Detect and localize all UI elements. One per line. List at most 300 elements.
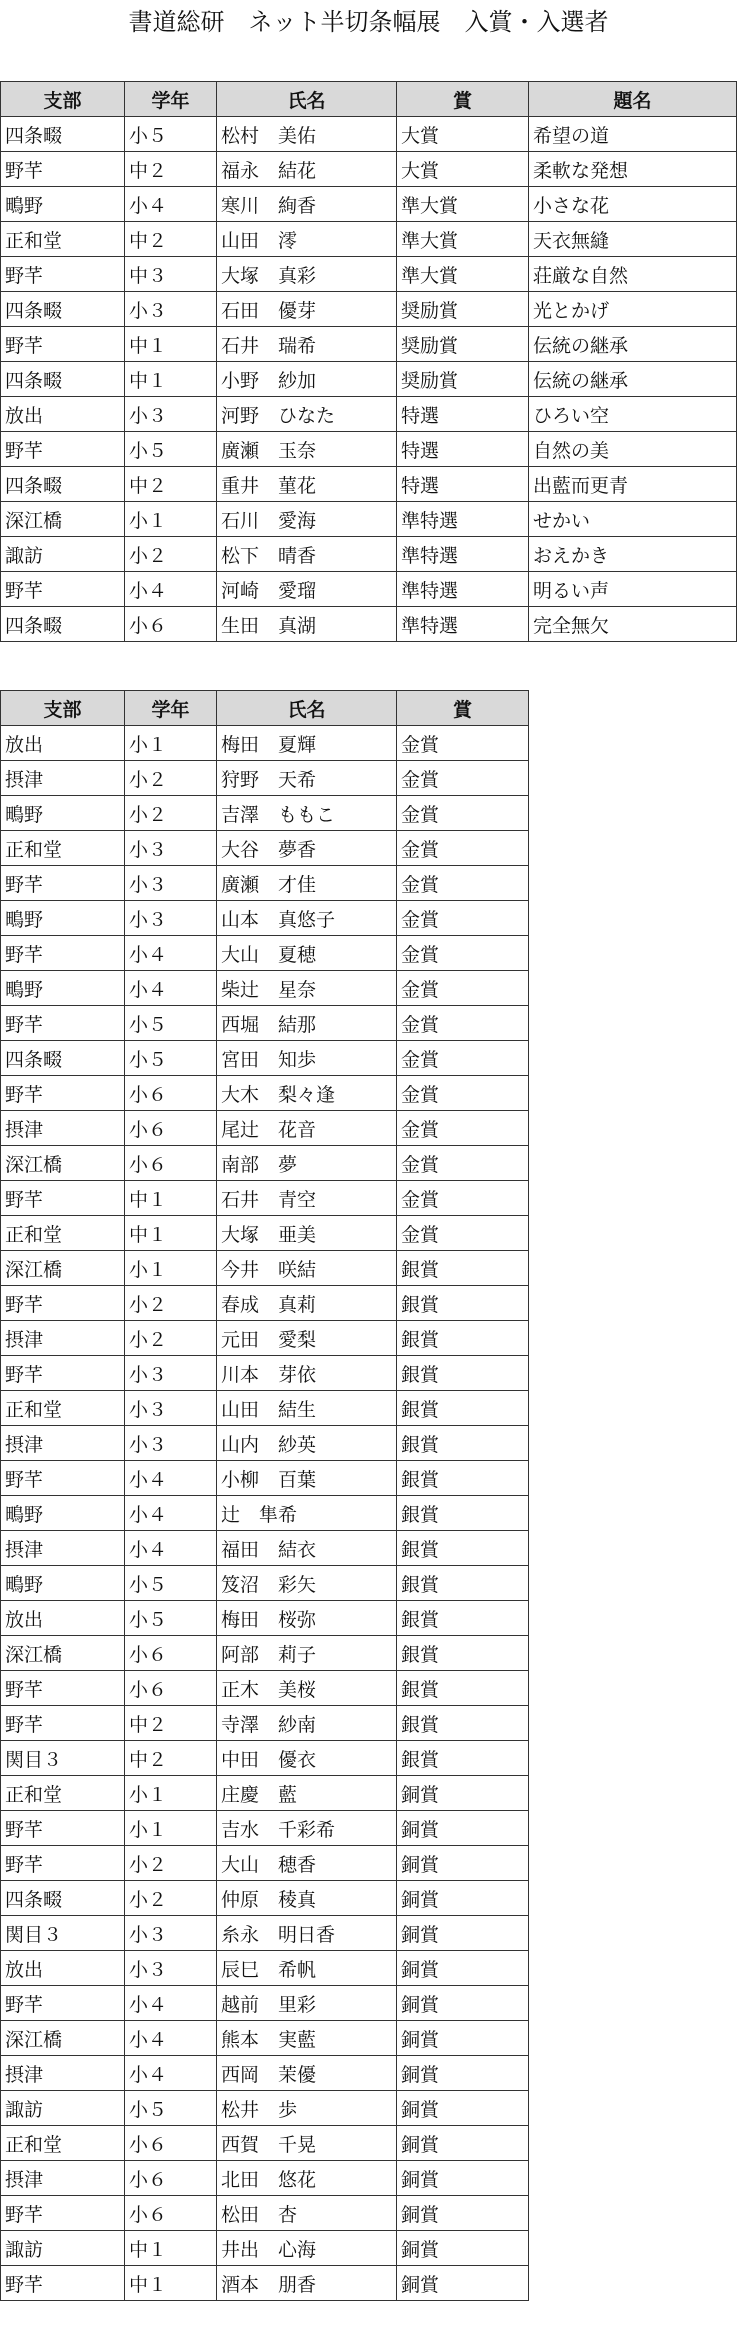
table-row: [1, 2196, 529, 2231]
branch-cell: 野芊: [1, 1671, 125, 1706]
name-cell: 狩野 天希: [217, 761, 397, 796]
name-cell: 阿部 莉子: [217, 1636, 397, 1671]
work-title-cell: 小さな花: [529, 187, 737, 222]
grade-cell: 小４: [125, 187, 217, 222]
branch-cell: 野芊: [1, 1461, 125, 1496]
table-row: [1, 2056, 529, 2091]
table-row: [1, 1496, 529, 1531]
name-cell: 酒本 朋香: [217, 2266, 397, 2301]
branch-cell: 鴫野: [1, 796, 125, 831]
branch-cell: 摂津: [1, 1426, 125, 1461]
grade-cell: 小６: [125, 1146, 217, 1181]
branch-cell: 正和堂: [1, 222, 125, 257]
grade-cell: 小３: [125, 1356, 217, 1391]
name-cell: 松田 杏: [217, 2196, 397, 2231]
table-row: [1, 467, 737, 502]
branch-cell: 関目３: [1, 1741, 125, 1776]
award-cell: 銅賞: [397, 2091, 529, 2126]
grade-cell: 小２: [125, 1286, 217, 1321]
award-cell: 銀賞: [397, 1356, 529, 1391]
table-row: [1, 2266, 529, 2301]
name-cell: 大谷 夢香: [217, 831, 397, 866]
name-cell: 松下 晴香: [217, 537, 397, 572]
branch-cell: 正和堂: [1, 831, 125, 866]
table-body: [1, 726, 529, 2301]
table-row: [1, 222, 737, 257]
name-cell: 山田 結生: [217, 1391, 397, 1426]
name-cell: 庄慶 藍: [217, 1776, 397, 1811]
name-cell: 尾辻 花音: [217, 1111, 397, 1146]
name-cell: 井出 心海: [217, 2231, 397, 2266]
branch-cell: 放出: [1, 1951, 125, 1986]
grade-cell: 中２: [125, 1706, 217, 1741]
name-cell: 小柳 百葉: [217, 1461, 397, 1496]
branch-cell: 野芊: [1, 1811, 125, 1846]
name-cell: 辰巳 希帆: [217, 1951, 397, 1986]
table-row: [1, 152, 737, 187]
table-row: [1, 397, 737, 432]
branch-cell: 野芊: [1, 2196, 125, 2231]
grade-cell: 小４: [125, 1531, 217, 1566]
award-cell: 金賞: [397, 901, 529, 936]
grade-cell: 小１: [125, 1776, 217, 1811]
grade-cell: 小２: [125, 1321, 217, 1356]
award-cell: 金賞: [397, 1146, 529, 1181]
table-row: [1, 1251, 529, 1286]
award-cell: 銀賞: [397, 1636, 529, 1671]
grade-cell: 小２: [125, 796, 217, 831]
name-cell: 辻 隼希: [217, 1496, 397, 1531]
name-cell: 石井 青空: [217, 1181, 397, 1216]
branch-cell: 摂津: [1, 761, 125, 796]
name-cell: 石井 瑞希: [217, 327, 397, 362]
award-cell: 銅賞: [397, 1986, 529, 2021]
award-cell: 銀賞: [397, 1601, 529, 1636]
table-row: [1, 1951, 529, 1986]
branch-cell: 野芊: [1, 1356, 125, 1391]
award-cell: 大賞: [397, 117, 529, 152]
award-cell: 準大賞: [397, 222, 529, 257]
table-row: [1, 2126, 529, 2161]
table-row: [1, 901, 529, 936]
award-cell: 銅賞: [397, 2266, 529, 2301]
award-cell: 金賞: [397, 1006, 529, 1041]
table-row: [1, 1846, 529, 1881]
name-cell: 山田 澪: [217, 222, 397, 257]
grade-header: 学年: [125, 82, 217, 117]
branch-cell: 野芊: [1, 1286, 125, 1321]
award-cell: 銀賞: [397, 1566, 529, 1601]
branch-cell: 野芊: [1, 1846, 125, 1881]
table-row: [1, 187, 737, 222]
branch-cell: 深江橋: [1, 2021, 125, 2056]
grade-cell: 小３: [125, 831, 217, 866]
name-cell: 宮田 知歩: [217, 1041, 397, 1076]
name-cell: 大山 穂香: [217, 1846, 397, 1881]
table-row: [1, 2091, 529, 2126]
name-cell: 越前 里彩: [217, 1986, 397, 2021]
table-row: [1, 1601, 529, 1636]
award-cell: 銀賞: [397, 1706, 529, 1741]
name-cell: 西賀 千晃: [217, 2126, 397, 2161]
grade-cell: 小５: [125, 432, 217, 467]
award-cell: 銀賞: [397, 1531, 529, 1566]
table-row: [1, 726, 529, 761]
table-header-row: [1, 82, 737, 117]
branch-cell: 正和堂: [1, 1216, 125, 1251]
branch-cell: 野芊: [1, 1006, 125, 1041]
table-row: [1, 1006, 529, 1041]
award-header: 賞: [397, 691, 529, 726]
table-row: [1, 866, 529, 901]
branch-cell: 諏訪: [1, 2091, 125, 2126]
award-header: 賞: [397, 82, 529, 117]
branch-cell: 鴫野: [1, 187, 125, 222]
award-cell: 特選: [397, 397, 529, 432]
branch-cell: 野芊: [1, 1181, 125, 1216]
award-cell: 銅賞: [397, 1811, 529, 1846]
branch-cell: 関目３: [1, 1916, 125, 1951]
work-title-cell: 出藍而更青: [529, 467, 737, 502]
branch-cell: 鴫野: [1, 901, 125, 936]
name-cell: 南部 夢: [217, 1146, 397, 1181]
branch-cell: 摂津: [1, 1321, 125, 1356]
branch-cell: 野芊: [1, 936, 125, 971]
name-cell: 寒川 絢香: [217, 187, 397, 222]
grade-cell: 小３: [125, 1951, 217, 1986]
table-row: [1, 1111, 529, 1146]
branch-cell: 正和堂: [1, 1391, 125, 1426]
table-row: [1, 1076, 529, 1111]
table-row: [1, 1286, 529, 1321]
award-cell: 金賞: [397, 726, 529, 761]
award-cell: 奨励賞: [397, 327, 529, 362]
table-row: [1, 327, 737, 362]
work-title-cell: 完全無欠: [529, 607, 737, 642]
branch-header: 支部: [1, 691, 125, 726]
branch-cell: 四条畷: [1, 292, 125, 327]
branch-cell: 鴫野: [1, 1496, 125, 1531]
table-row: [1, 1321, 529, 1356]
award-cell: 金賞: [397, 796, 529, 831]
table-row: [1, 1881, 529, 1916]
table-body: [1, 117, 737, 642]
grade-cell: 中２: [125, 1741, 217, 1776]
grade-cell: 小４: [125, 2021, 217, 2056]
award-table-main: [0, 81, 737, 642]
grade-cell: 小４: [125, 1496, 217, 1531]
grade-cell: 小１: [125, 1811, 217, 1846]
name-cell: 大山 夏穂: [217, 936, 397, 971]
grade-cell: 小４: [125, 971, 217, 1006]
name-cell: 大塚 亜美: [217, 1216, 397, 1251]
table-row: [1, 1636, 529, 1671]
branch-cell: 正和堂: [1, 2126, 125, 2161]
branch-cell: 四条畷: [1, 117, 125, 152]
table-header-row: [1, 691, 529, 726]
name-header: 氏名: [217, 82, 397, 117]
branch-cell: 摂津: [1, 2056, 125, 2091]
name-cell: 生田 真湖: [217, 607, 397, 642]
name-cell: 小野 紗加: [217, 362, 397, 397]
branch-cell: 野芊: [1, 327, 125, 362]
award-cell: 銀賞: [397, 1321, 529, 1356]
table-row: [1, 1566, 529, 1601]
name-cell: 中田 優衣: [217, 1741, 397, 1776]
award-cell: 銅賞: [397, 2161, 529, 2196]
table-row: [1, 831, 529, 866]
grade-cell: 小１: [125, 1251, 217, 1286]
table-row: [1, 761, 529, 796]
work-title-cell: おえかき: [529, 537, 737, 572]
award-cell: 金賞: [397, 1041, 529, 1076]
award-cell: 銅賞: [397, 2056, 529, 2091]
award-cell: 銀賞: [397, 1496, 529, 1531]
branch-cell: 野芊: [1, 572, 125, 607]
grade-cell: 小２: [125, 537, 217, 572]
name-cell: 河野 ひなた: [217, 397, 397, 432]
award-cell: 金賞: [397, 1181, 529, 1216]
name-cell: 梅田 桜弥: [217, 1601, 397, 1636]
name-cell: 松井 歩: [217, 2091, 397, 2126]
branch-cell: 放出: [1, 1601, 125, 1636]
name-cell: 廣瀬 才佳: [217, 866, 397, 901]
branch-cell: 深江橋: [1, 1146, 125, 1181]
branch-cell: 野芊: [1, 152, 125, 187]
grade-cell: 小５: [125, 1566, 217, 1601]
work-title-cell: 光とかげ: [529, 292, 737, 327]
table-row: [1, 537, 737, 572]
table-row: [1, 572, 737, 607]
name-cell: 春成 真莉: [217, 1286, 397, 1321]
award-cell: 金賞: [397, 1076, 529, 1111]
grade-cell: 小３: [125, 1916, 217, 1951]
branch-cell: 諏訪: [1, 537, 125, 572]
award-cell: 銀賞: [397, 1426, 529, 1461]
award-cell: 銅賞: [397, 1951, 529, 1986]
award-cell: 金賞: [397, 866, 529, 901]
grade-cell: 中１: [125, 362, 217, 397]
grade-cell: 小３: [125, 397, 217, 432]
award-cell: 金賞: [397, 971, 529, 1006]
branch-cell: 放出: [1, 397, 125, 432]
name-cell: 梅田 夏輝: [217, 726, 397, 761]
grade-cell: 小４: [125, 2056, 217, 2091]
work-title-cell: せかい: [529, 502, 737, 537]
grade-cell: 小４: [125, 1986, 217, 2021]
grade-cell: 小６: [125, 1076, 217, 1111]
grade-cell: 小４: [125, 572, 217, 607]
branch-cell: 深江橋: [1, 502, 125, 537]
grade-cell: 中１: [125, 2231, 217, 2266]
award-cell: 奨励賞: [397, 362, 529, 397]
grade-cell: 小５: [125, 1601, 217, 1636]
grade-cell: 小１: [125, 726, 217, 761]
table-row: [1, 362, 737, 397]
award-cell: 銅賞: [397, 2126, 529, 2161]
grade-cell: 中１: [125, 1181, 217, 1216]
table-row: [1, 2021, 529, 2056]
award-cell: 銀賞: [397, 1391, 529, 1426]
work-title-cell: 希望の道: [529, 117, 737, 152]
branch-cell: 野芊: [1, 866, 125, 901]
table-row: [1, 432, 737, 467]
grade-cell: 小２: [125, 1881, 217, 1916]
grade-cell: 小６: [125, 1111, 217, 1146]
name-cell: 西堀 結那: [217, 1006, 397, 1041]
table-row: [1, 1426, 529, 1461]
award-cell: 銀賞: [397, 1286, 529, 1321]
branch-cell: 摂津: [1, 1111, 125, 1146]
work-title-cell: 伝統の継承: [529, 362, 737, 397]
table-row: [1, 1741, 529, 1776]
work-title-cell: 自然の美: [529, 432, 737, 467]
grade-cell: 小４: [125, 1461, 217, 1496]
name-cell: 北田 悠花: [217, 2161, 397, 2196]
work-title-cell: 伝統の継承: [529, 327, 737, 362]
grade-cell: 中１: [125, 1216, 217, 1251]
award-cell: 銅賞: [397, 1776, 529, 1811]
work-title-header: 題名: [529, 82, 737, 117]
grade-cell: 中１: [125, 2266, 217, 2301]
award-cell: 銅賞: [397, 1846, 529, 1881]
grade-cell: 小３: [125, 866, 217, 901]
name-cell: 柴辻 星奈: [217, 971, 397, 1006]
branch-cell: 四条畷: [1, 467, 125, 502]
table-row: [1, 1461, 529, 1496]
name-cell: 福永 結花: [217, 152, 397, 187]
table-row: [1, 1391, 529, 1426]
branch-cell: 四条畷: [1, 1881, 125, 1916]
name-cell: 山内 紗英: [217, 1426, 397, 1461]
branch-cell: 鴫野: [1, 1566, 125, 1601]
grade-cell: 小５: [125, 117, 217, 152]
grade-cell: 小３: [125, 292, 217, 327]
grade-cell: 中１: [125, 327, 217, 362]
award-cell: 準特選: [397, 607, 529, 642]
table-row: [1, 796, 529, 831]
table-row: [1, 1986, 529, 2021]
grade-cell: 小４: [125, 936, 217, 971]
table-row: [1, 1356, 529, 1391]
grade-cell: 中３: [125, 257, 217, 292]
name-cell: 河崎 愛瑠: [217, 572, 397, 607]
award-cell: 金賞: [397, 761, 529, 796]
award-cell: 準大賞: [397, 187, 529, 222]
page-title: 書道総研 ネット半切条幅展 入賞・入選者: [128, 8, 609, 36]
branch-cell: 深江橋: [1, 1251, 125, 1286]
grade-cell: 小６: [125, 2161, 217, 2196]
table-row: [1, 502, 737, 537]
name-cell: 廣瀬 玉奈: [217, 432, 397, 467]
grade-cell: 小５: [125, 1041, 217, 1076]
table-row: [1, 971, 529, 1006]
branch-cell: 鴫野: [1, 971, 125, 1006]
award-cell: 銀賞: [397, 1671, 529, 1706]
table-row: [1, 1216, 529, 1251]
grade-cell: 小６: [125, 2126, 217, 2161]
award-cell: 銅賞: [397, 2231, 529, 2266]
name-cell: 吉水 千彩希: [217, 1811, 397, 1846]
grade-cell: 小６: [125, 1636, 217, 1671]
table-row: [1, 2161, 529, 2196]
name-cell: 大木 梨々逢: [217, 1076, 397, 1111]
name-cell: 吉澤 ももこ: [217, 796, 397, 831]
grade-header: 学年: [125, 691, 217, 726]
award-cell: 銀賞: [397, 1461, 529, 1496]
name-cell: 大塚 真彩: [217, 257, 397, 292]
branch-cell: 四条畷: [1, 362, 125, 397]
branch-cell: 四条畷: [1, 607, 125, 642]
grade-cell: 小６: [125, 2196, 217, 2231]
award-cell: 特選: [397, 467, 529, 502]
name-cell: 山本 真悠子: [217, 901, 397, 936]
award-cell: 銅賞: [397, 1916, 529, 1951]
grade-cell: 中２: [125, 222, 217, 257]
award-table-medals: [0, 690, 529, 2301]
work-title-cell: ひろい空: [529, 397, 737, 432]
grade-cell: 小６: [125, 607, 217, 642]
table-row: [1, 1041, 529, 1076]
award-cell: 準特選: [397, 572, 529, 607]
award-cell: 準大賞: [397, 257, 529, 292]
grade-cell: 小２: [125, 1846, 217, 1881]
table-row: [1, 2231, 529, 2266]
branch-cell: 諏訪: [1, 2231, 125, 2266]
grade-cell: 小５: [125, 2091, 217, 2126]
table-row: [1, 117, 737, 152]
grade-cell: 小３: [125, 1391, 217, 1426]
branch-cell: 正和堂: [1, 1776, 125, 1811]
award-cell: 準特選: [397, 502, 529, 537]
award-cell: 銀賞: [397, 1251, 529, 1286]
award-cell: 金賞: [397, 1111, 529, 1146]
award-cell: 特選: [397, 432, 529, 467]
table-row: [1, 607, 737, 642]
work-title-cell: 荘厳な自然: [529, 257, 737, 292]
grade-cell: 小６: [125, 1671, 217, 1706]
grade-cell: 小３: [125, 1426, 217, 1461]
name-cell: 熊本 実藍: [217, 2021, 397, 2056]
branch-cell: 四条畷: [1, 1041, 125, 1076]
work-title-cell: 柔軟な発想: [529, 152, 737, 187]
grade-cell: 中２: [125, 152, 217, 187]
table-row: [1, 292, 737, 327]
grade-cell: 小１: [125, 502, 217, 537]
award-cell: 銅賞: [397, 1881, 529, 1916]
grade-cell: 小５: [125, 1006, 217, 1041]
name-cell: 石川 愛海: [217, 502, 397, 537]
name-cell: 石田 優芽: [217, 292, 397, 327]
award-cell: 奨励賞: [397, 292, 529, 327]
award-cell: 金賞: [397, 1216, 529, 1251]
name-cell: 今井 咲結: [217, 1251, 397, 1286]
name-cell: 仲原 稜真: [217, 1881, 397, 1916]
award-cell: 金賞: [397, 936, 529, 971]
branch-cell: 野芊: [1, 2266, 125, 2301]
table-row: [1, 1146, 529, 1181]
grade-cell: 小３: [125, 901, 217, 936]
award-cell: 金賞: [397, 831, 529, 866]
name-cell: 正木 美桜: [217, 1671, 397, 1706]
name-cell: 西岡 茉優: [217, 2056, 397, 2091]
name-cell: 笈沼 彩矢: [217, 1566, 397, 1601]
work-title-cell: 天衣無縫: [529, 222, 737, 257]
branch-header: 支部: [1, 82, 125, 117]
branch-cell: 放出: [1, 726, 125, 761]
name-cell: 松村 美佑: [217, 117, 397, 152]
branch-cell: 野芊: [1, 257, 125, 292]
